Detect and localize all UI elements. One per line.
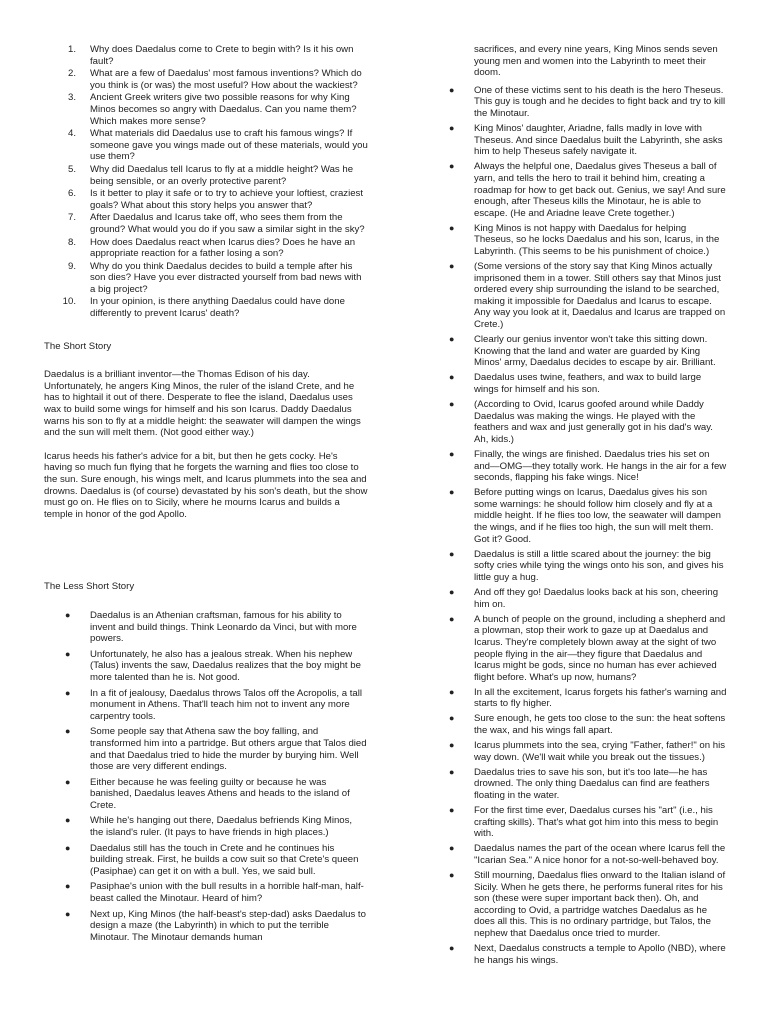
less-short-story-list-right xyxy=(428,85,728,967)
bullet-icon: ● xyxy=(449,487,455,498)
bullet-icon: ● xyxy=(449,334,455,345)
list-item: ● And off they go! Daedalus looks back at his son, cheering him on. xyxy=(449,587,719,610)
bullet-icon: ● xyxy=(449,870,455,881)
question-item: 2. What are a few of Daedalus' most famous inventions? Which do you think is (or was) the most useful? How about the wackiest? xyxy=(67,68,362,91)
bullet-icon: ● xyxy=(65,776,71,787)
bullet-icon: ● xyxy=(65,609,71,620)
bullet-icon: ● xyxy=(449,805,455,816)
list-item: ● Still mourning, Daedalus flies onward to the Italian island of Sicily. When he gets there, he performs funeral rites for his son (these were super important back then). Oh, and according to Ovid, a partridge watches Daedalus as he does all this. This is no ordinary partridge, but Talos, the nephew that Daedalus once tried to murder. xyxy=(449,870,726,940)
bullet-icon: ● xyxy=(449,222,455,233)
bullet-icon: ● xyxy=(449,613,455,624)
discussion-questions xyxy=(44,44,368,320)
bullet-icon: ● xyxy=(449,372,455,383)
less-short-story-list-left xyxy=(44,610,368,943)
list-item: ● (According to Ovid, Icarus goofed around while Daddy Daedalus was making the wings. He played with the feathers and wax and just generally got in his dad's way. Ah, kids.) xyxy=(449,399,713,445)
bullet-icon: ● xyxy=(65,687,71,698)
bullet-icon: ● xyxy=(65,726,71,737)
bullet-icon: ● xyxy=(449,686,455,697)
right-column xyxy=(428,44,728,970)
list-item: ● While he's hanging out there, Daedalus befriends King Minos, the island's ruler. (It pays to have friends in high places.) xyxy=(65,815,353,839)
list-item: ● Always the helpful one, Daedalus gives Theseus a ball of yarn, and tells the hero to trail it behind him, creating a roadmap for how to get back out. Genius, we say! And sure enough, after Theseus kills the Minotaur, he is able to escape. (He and Ariadne leave Crete together.) xyxy=(449,161,726,219)
bullet-icon: ● xyxy=(449,399,455,410)
list-item: ● Daedalus names the part of the ocean where Icarus fell the "Icarian Sea." A nice honor for a not-so-well-behaved boy. xyxy=(449,843,726,866)
list-item: ● King Minos is not happy with Daedalus for helping Theseus, so he locks Daedalus and his son, Icarus, in the Labyrinth. (This seems to be his punishment of choice.) xyxy=(449,222,720,257)
bullet-icon: ● xyxy=(65,648,71,659)
left-column xyxy=(44,44,368,947)
list-item: ● In all the excitement, Icarus forgets his father's warning and starts to fly higher. xyxy=(449,686,727,710)
question-item: 3. Ancient Greek writers give two possible reasons for why King Minos becomes so angry with Daedalus. Can you name them? Which makes more sense? xyxy=(67,92,357,127)
question-item: 5. Why did Daedalus tell Icarus to fly at a middle height? Was he being sensible, or an overly protective parent? xyxy=(67,163,354,187)
list-item: ● For the first time ever, Daedalus curses his "art" (i.e., his crafting skills). That's what got him into this mess to begin with. xyxy=(449,805,719,840)
bullet-icon: ● xyxy=(449,84,455,95)
list-item: ● Sure enough, he gets too close to the sun: the heat softens the wax, and his wings fall apart. xyxy=(449,713,726,737)
short-story-paragraph: Icarus heeds his father's advice for a bit, but then he gets cocky. He's having so much fun flying that he forgets the warning and flies too close to the sun. Sure enough, his wings melt, and Icarus plummets into the sea and drowns. Daedalus is (of course) devastated by his son's death, but the show must go on. He flies on to Sicily, where he mourns Icarus and builds a temple in honor of the god Apollo. xyxy=(44,450,368,520)
list-item: ● Either because he was feeling guilty or because he was banished, Daedalus leaves Athens and heads to the island of Crete. xyxy=(65,776,350,811)
list-item: ● A bunch of people on the ground, including a shepherd and a plowman, stop their work to gaze up at Daedalus and Icarus. They're completely blown away at the sight of two people flying in the air—they figure that Daedalus and Icarus might be gods, since no human has ever achieved flight before. What's up now, humans? xyxy=(449,613,726,683)
question-item: 7. After Daedalus and Icarus take off, who sees them from the ground? What would you do if you saw a similar sight in the sky? xyxy=(67,212,365,235)
bullet-icon: ● xyxy=(65,815,71,826)
list-item: ● In a fit of jealousy, Daedalus throws Talos off the Acropolis, a tall monument in Athens. That'll teach him not to invent any more carpentry tools. xyxy=(65,687,362,722)
bullet-icon: ● xyxy=(449,766,455,777)
bullet-icon: ● xyxy=(65,842,71,853)
bullet-icon: ● xyxy=(449,548,455,559)
question-item: 8. How does Daedalus react when Icarus dies? Does he have an appropriate reaction for a father losing a son? xyxy=(67,236,356,260)
list-item: ● Icarus plummets into the sea, crying "Father, father!" on his way down. (We'll wait while you break out the tissues.) xyxy=(449,740,726,763)
bullet-icon: ● xyxy=(449,740,455,751)
list-item: ● Before putting wings on Icarus, Daedalus gives his son some warnings: he should follow him closely and fly at a middle height. If he flies too low, the seawater will dampen the wings, and if he flies too high, the sun will melt them. Got it? Good. xyxy=(449,487,721,545)
question-item: 10. In your opinion, is there anything Daedalus could have done differently to prevent Icarus' death? xyxy=(62,296,345,320)
bullet-icon: ● xyxy=(65,881,71,892)
list-item: ● Daedalus still has the touch in Crete and he continues his building streak. First, he builds a cow suit so that Crete's queen (Pasiphae) can get it on with a bull. Yes, we said bull. xyxy=(65,842,359,877)
list-item: ● Unfortunately, he also has a jealous streak. When his nephew (Talus) invents the saw, Daedalus realizes that the boy might be more talented than he is. Not good. xyxy=(65,648,361,683)
bullet-icon: ● xyxy=(449,449,455,459)
list-item: ● One of these victims sent to his death is the hero Theseus. This guy is tough and he decides to fight back and try to kill the Minotaur. xyxy=(449,84,726,119)
list-item: ● Clearly our genius inventor won't take this sitting down. Knowing that the land and water are guarded by King Minos' army, Daedalus decides to escape by air. Brilliant. xyxy=(449,334,716,369)
list-item: ● Some people say that Athena saw the boy falling, and transformed him into a partridge. But others argue that Talos died and that Daedalus tried to hide the murder by burying him. Well those are very different endings. xyxy=(65,726,367,773)
list-item: ● King Minos' daughter, Ariadne, falls madly in love with Theseus. And since Daedalus built the Labyrinth, she asks him to help Theseus safely navigate it. xyxy=(449,123,723,158)
bullet-icon: ● xyxy=(449,943,455,954)
short-story-paragraph: Daedalus is a brilliant inventor—the Thomas Edison of his day. Unfortunately, he angers King Minos, the ruler of the island Crete, and he has to hightail it out of there. Desperate to flee the island, Daedalus uses wax to build some wings for himself and his son Icarus. Daddy Daedalus warns his son to fly at a middle height: the seawater will dampen the wings and the sun will melt them. (Not good either way.) xyxy=(44,369,361,439)
list-item: ● Next up, King Minos (the half-beast's step-dad) asks Daedalus to design a maze (the Labyrinth) in which to put the terrible Minotaur. The Minotaur demands human xyxy=(65,908,366,943)
list-item: ● Finally, the wings are finished. Daedalus tries his set on and—OMG—they totally work. He hangs in the air for a few seconds, flapping his fake wings. Nice! xyxy=(449,449,727,484)
bullet-icon: ● xyxy=(449,261,455,272)
question-item: 6. Is it better to play it safe or to try to achieve your loftiest, craziest goals? What about this story helps you answer that? xyxy=(67,188,364,211)
list-item: ● Next, Daedalus constructs a temple to Apollo (NBD), where he hangs his wings. xyxy=(449,943,726,966)
bullet-icon: ● xyxy=(449,123,455,134)
list-item: ● Daedalus is still a little scared about the journey: the big softy cries while tying the wings onto his son, and gives his little guy a hug. xyxy=(449,548,724,583)
question-item: 9. Why do you think Daedalus decides to build a temple after his son dies? Have you ever distracted yourself from bad news with a big project? xyxy=(67,260,362,295)
bullet-icon: ● xyxy=(449,843,455,854)
bullet-icon: ● xyxy=(449,713,455,724)
list-item: ● Daedalus uses twine, feathers, and wax to build large wings for himself and his son. xyxy=(449,372,702,396)
list-item: ● Daedalus tries to save his son, but it's too late—he has drowned. The only thing Daedalus can find are feathers floating in the water. xyxy=(449,766,710,802)
list-item: ● (Some versions of the story say that King Minos actually imprisoned them in a tower. Still others say that Minos just ordered every ship surrounding the island to be searched, making it impossible for Daedalus and Icarus to escape. Any way you look at it, Daedalus and Icarus are trapped on Crete.) xyxy=(449,261,726,331)
less-short-story-heading: The Less Short Story xyxy=(44,581,135,593)
question-item: 1. Why does Daedalus come to Crete to begin with? Is it his own fault? xyxy=(67,44,354,67)
list-item-continuation: sacrifices, and every nine years, King Minos sends seven young men and women into the Labyrinth to meet their doom. xyxy=(474,44,718,79)
bullet-icon: ● xyxy=(449,587,455,598)
question-item: 4. What materials did Daedalus use to craft his famous wings? If someone gave you wings made out of these materials, would you use them? xyxy=(67,128,368,163)
bullet-icon: ● xyxy=(449,161,455,172)
bullet-icon: ● xyxy=(65,908,71,919)
list-item: ● Daedalus is an Athenian craftsman, famous for his ability to invent and build things. Think Leonardo da Vinci, but with more powers. xyxy=(65,609,357,645)
list-item: ● Pasiphae's union with the bull results in a horrible half-man, half-beast called the Minotaur. Heard of him? xyxy=(65,881,364,905)
short-story-heading: The Short Story xyxy=(44,340,112,352)
